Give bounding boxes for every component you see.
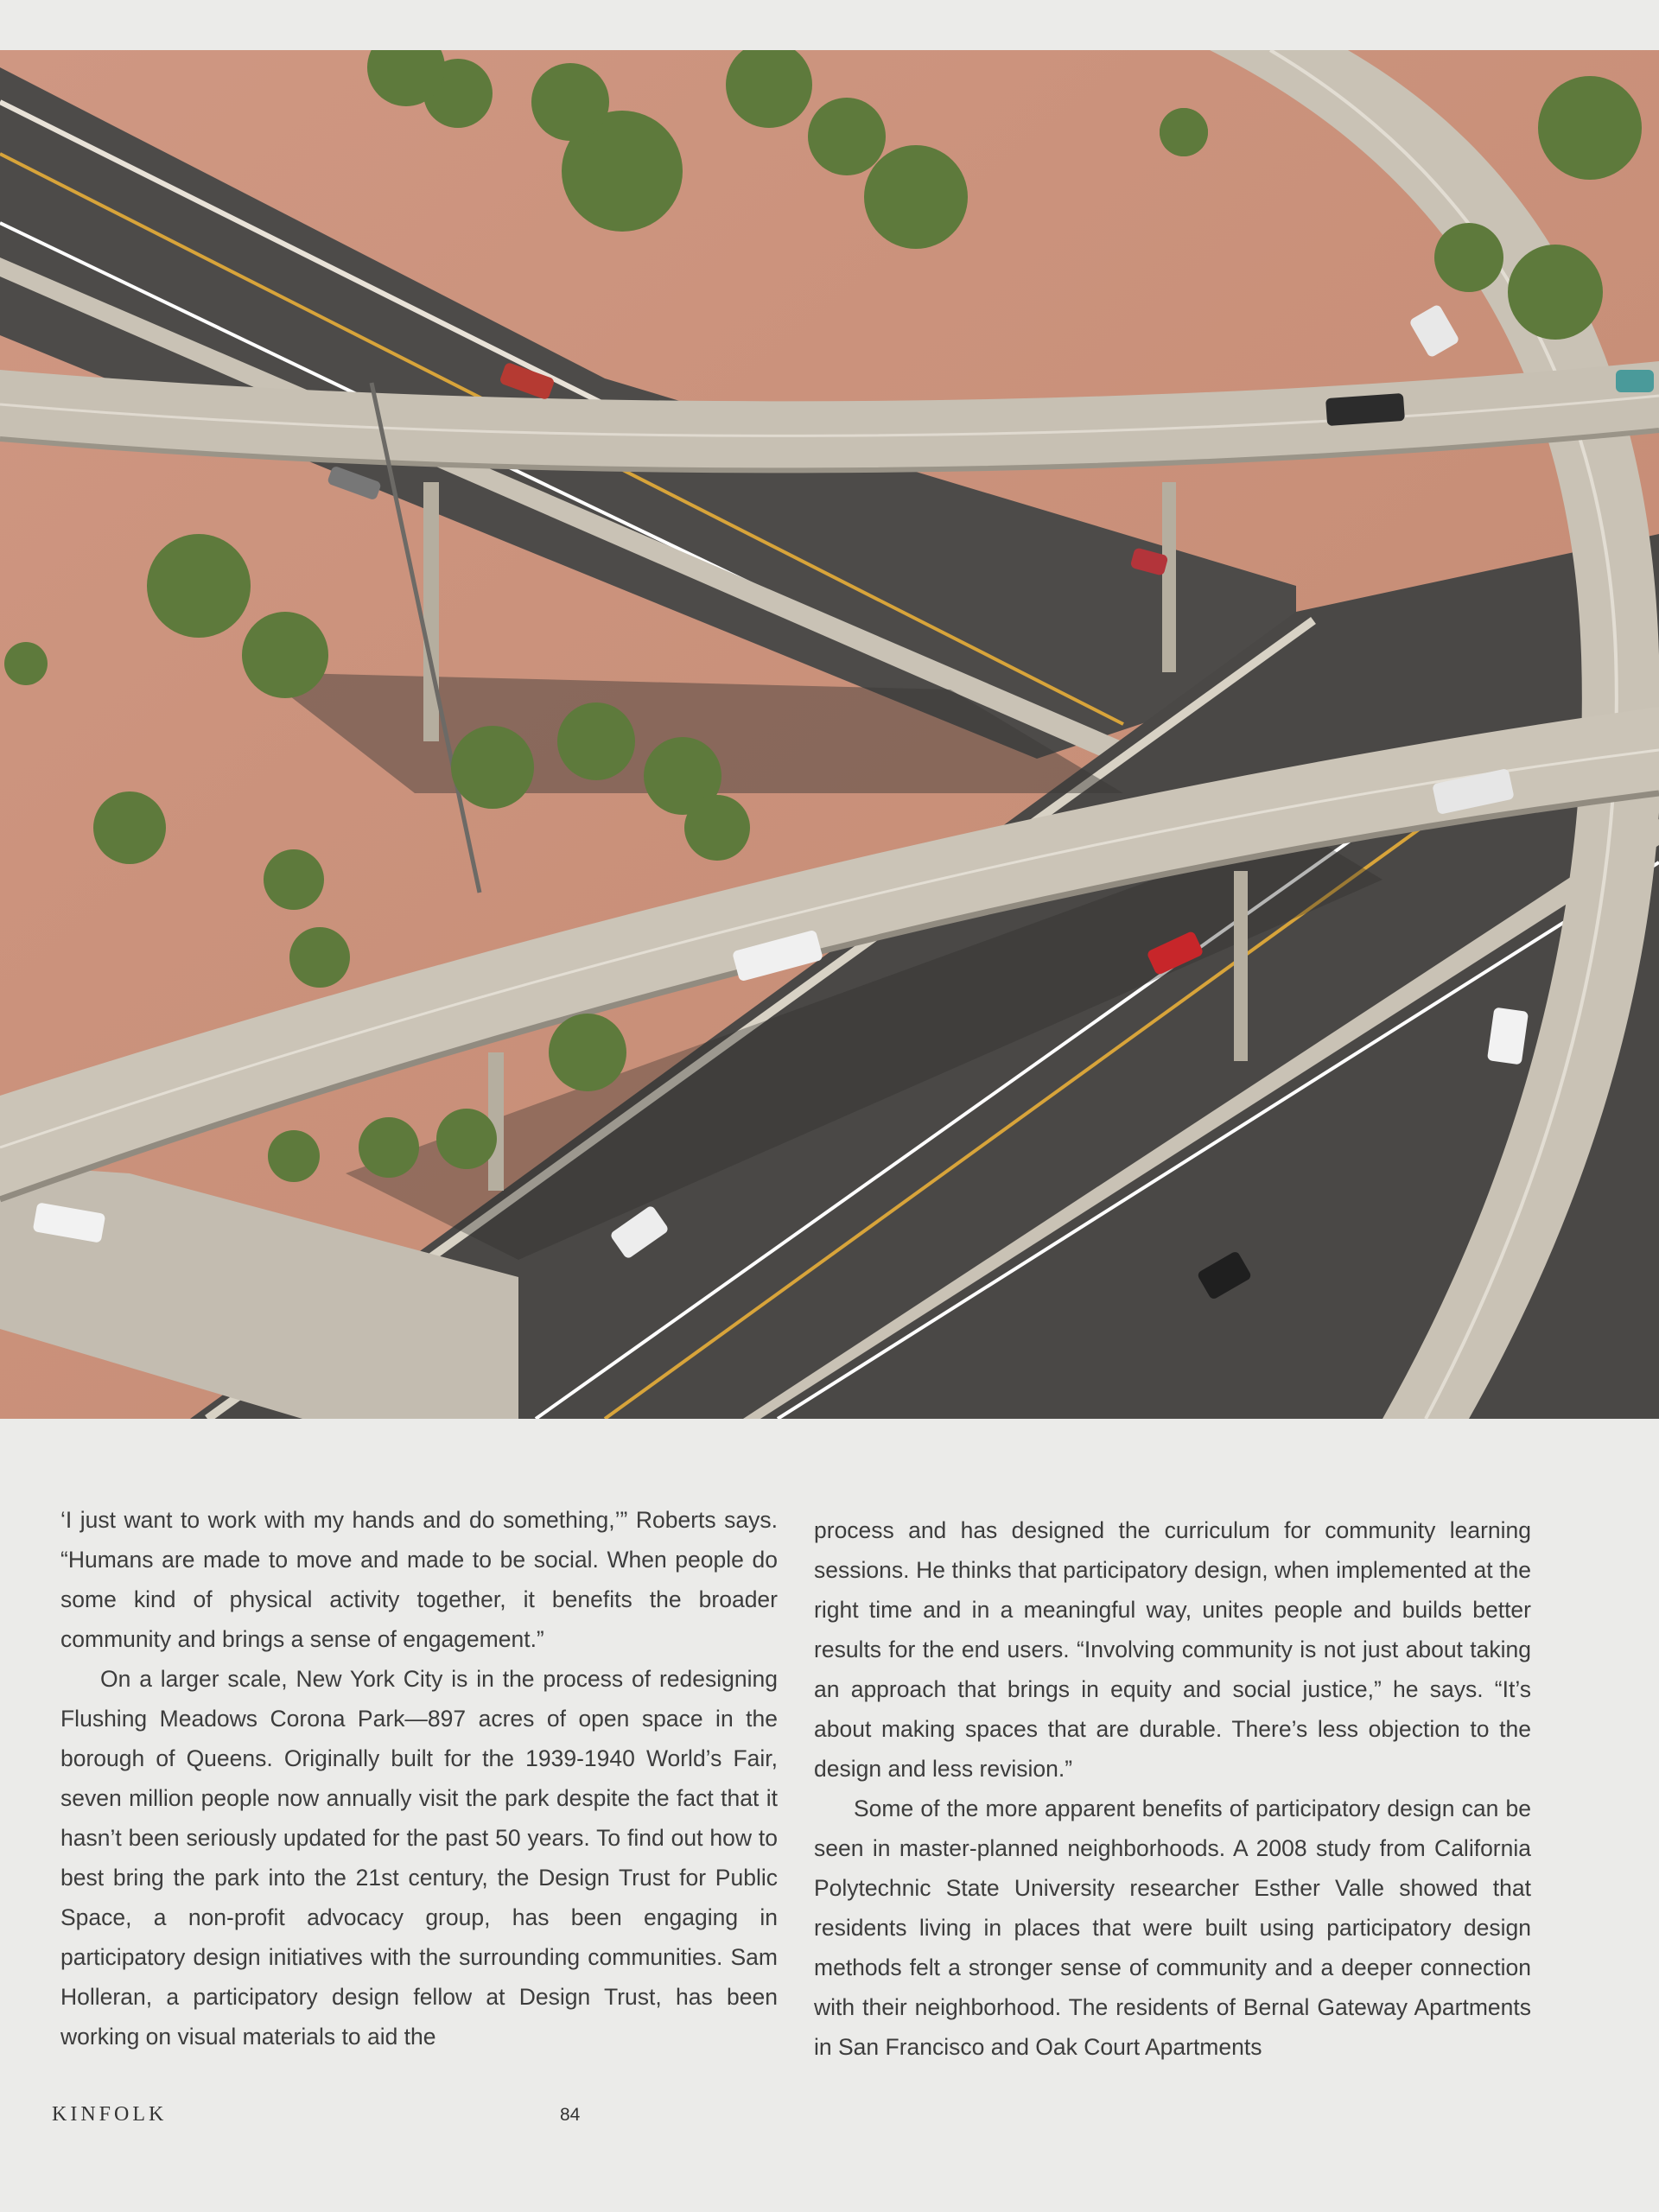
article-left-column: [60, 1500, 778, 2056]
magazine-brand: KINFOLK: [52, 2103, 168, 2126]
highway-interchange-photo: [0, 50, 1659, 1419]
paragraph: ‘I just want to work with my hands and do something,’” Roberts says. “Humans are made to move and made to be social. When people do some kind of physical activity together, it benefits the broader community and brings a sense of engagement.”: [60, 1507, 778, 1652]
paragraph: Some of the more apparent benefits of participatory design can be seen in master-planned neighborhoods. A 2008 study from California Polytechnic State University researcher Esther Valle showed that residents living in places that were built using participatory design methods felt a stronger sense of community and a deeper connection with their neighborhood. The residents of Bernal Gateway Apartments in San Francisco and Oak Court Apartments: [814, 1796, 1531, 2060]
page-number: 84: [560, 2105, 581, 2125]
article-right-column: [814, 1510, 1531, 2067]
paragraph: On a larger scale, New York City is in the process of redesigning Flushing Meadows Corona Park—897 acres of open space in the borough of Queens. Originally built for the 1939-1940 World’s Fair, seven million people now annually visit the park despite the fact that it hasn’t been seriously updated for the past 50 years. To find out how to best bring the park into the 21st century, the Design Trust for Public Space, a non-profit advocacy group, has been engaging in participatory design initiatives with the surrounding communities. Sam Holleran, a participatory design fellow at Design Trust, has been working on visual materials to aid the: [60, 1666, 778, 2050]
paragraph: process and has designed the curriculum for community learning sessions. He thinks that participatory design, when implemented at the right time and in a meaningful way, unites people and builds better results for the end users. “Involving community is not just about taking an approach that brings in equity and social justice,” he says. “It’s about making spaces that are durable. There’s less objection to the design and less revision.”: [814, 1517, 1531, 1782]
